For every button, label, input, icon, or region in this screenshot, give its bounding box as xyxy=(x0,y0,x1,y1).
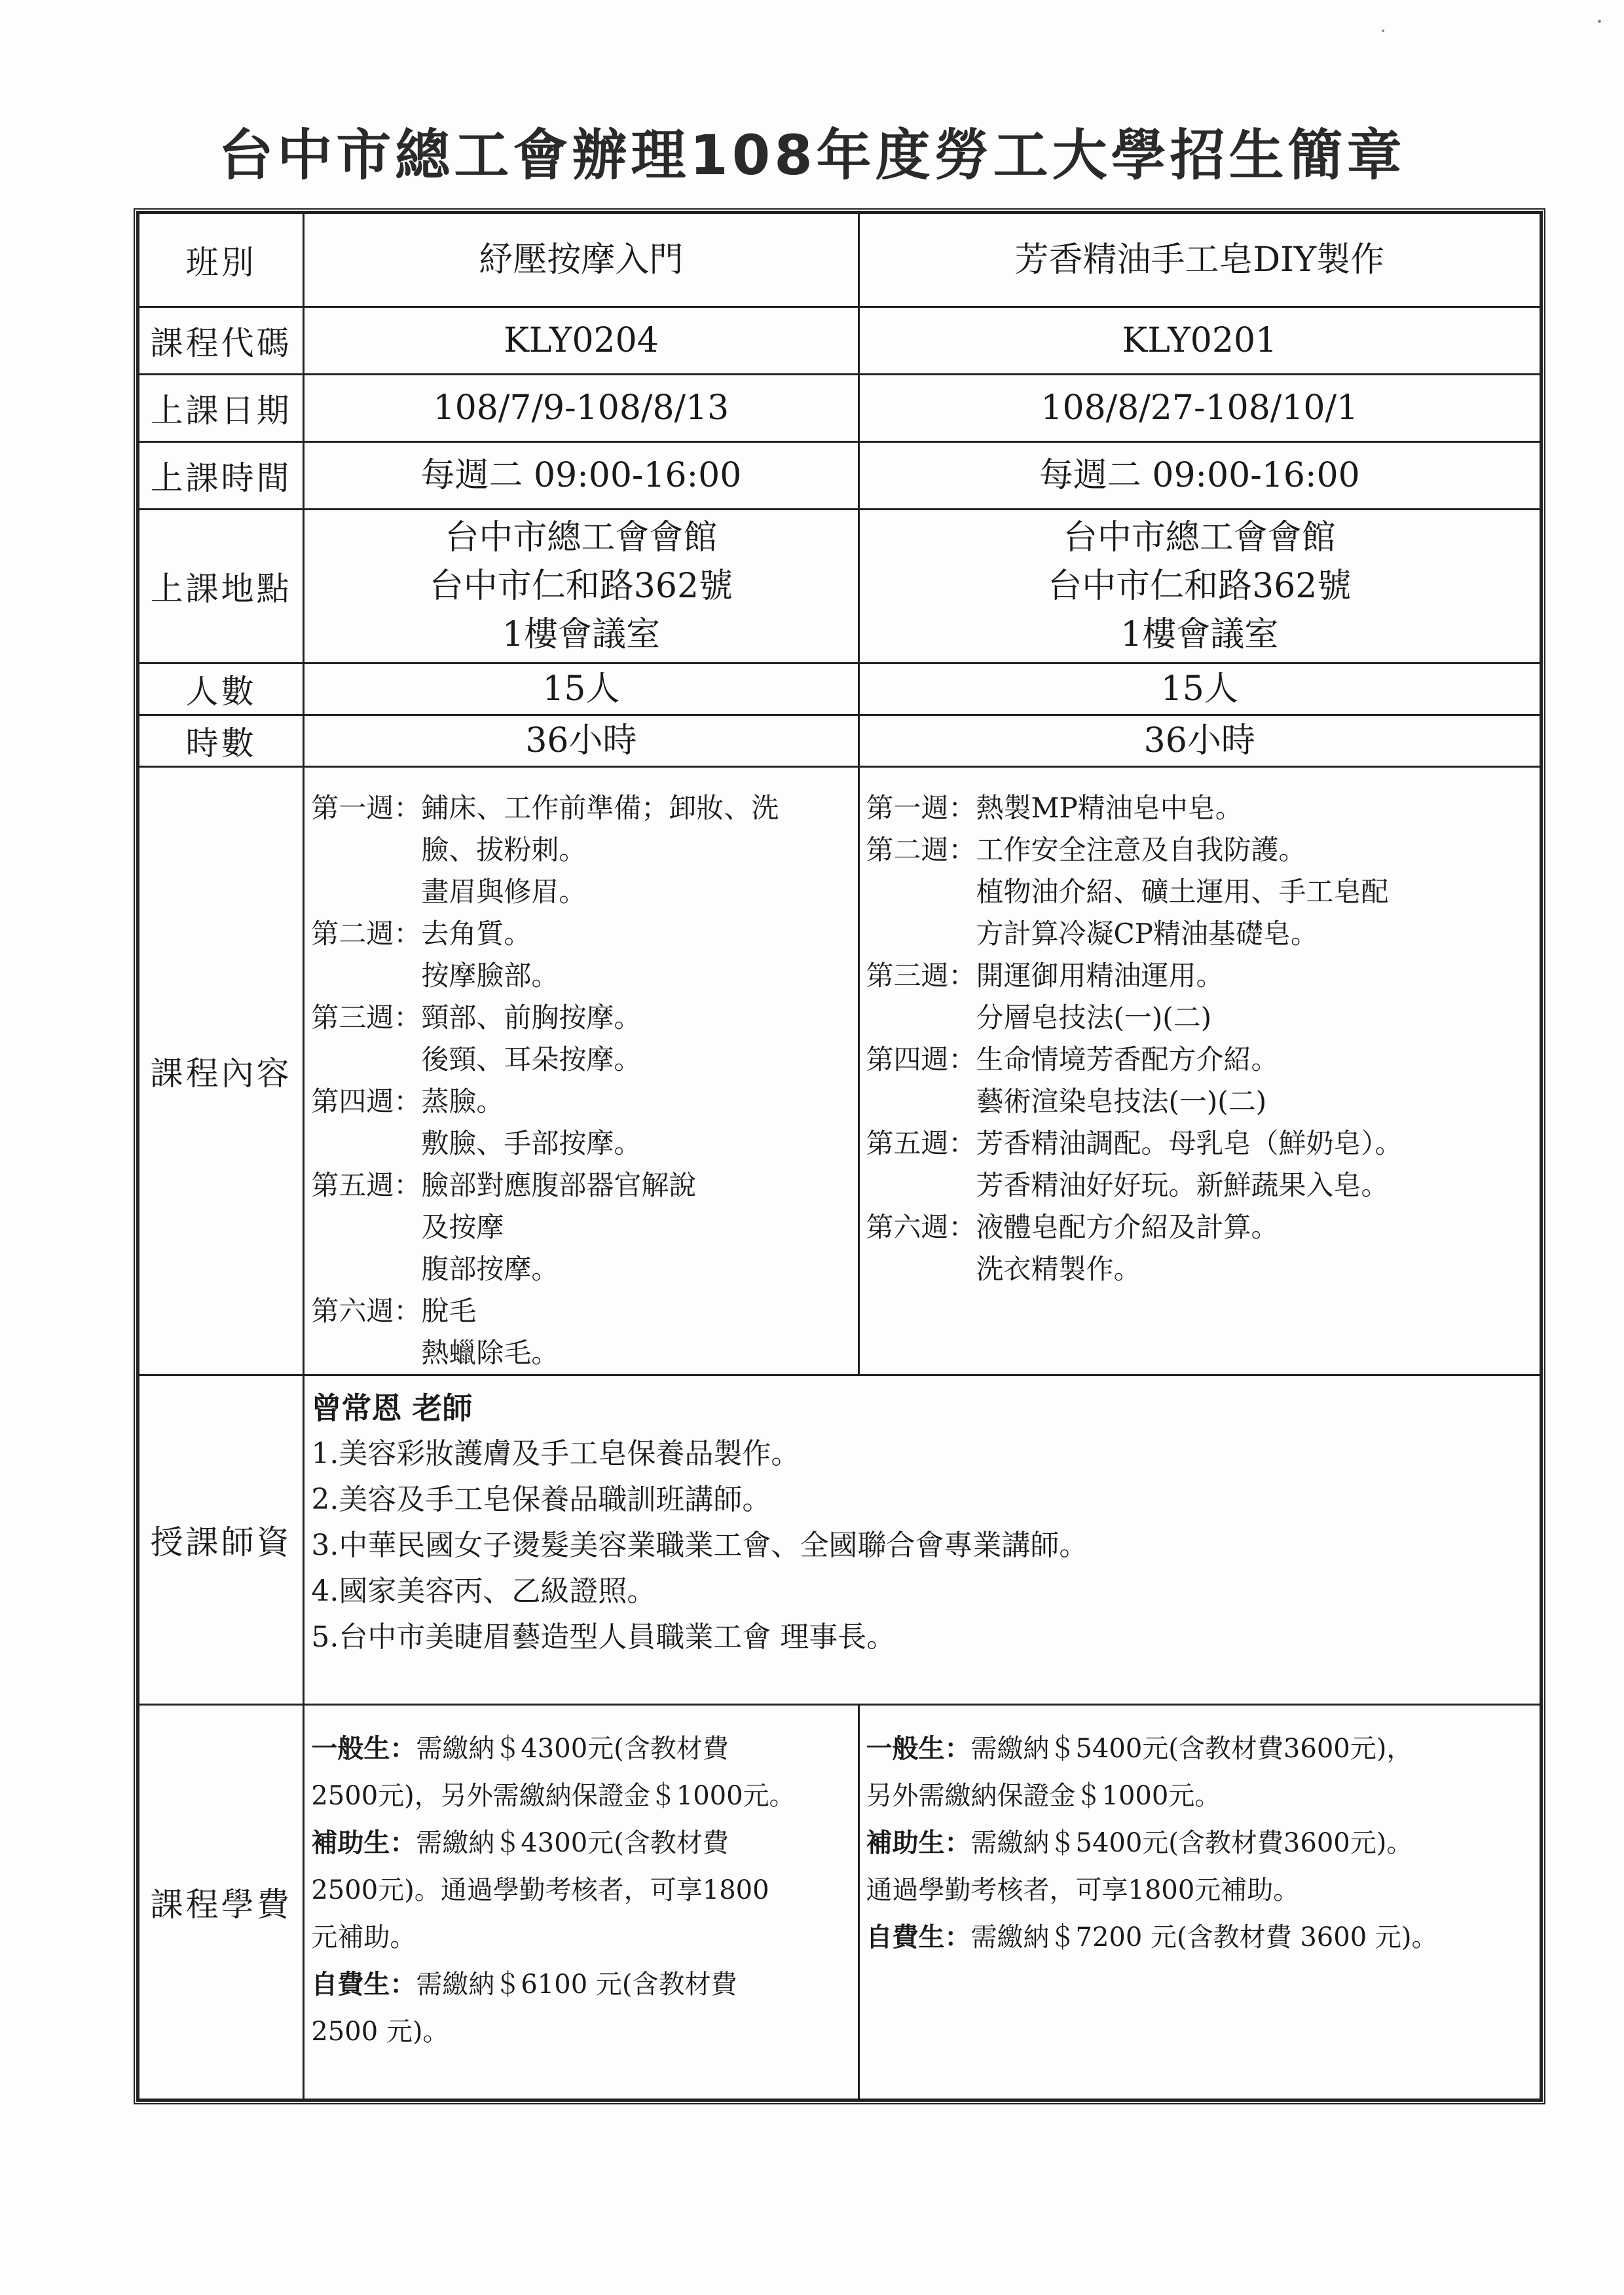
row-people xyxy=(139,663,1541,715)
course-2-hours: 36小時 xyxy=(858,715,1540,767)
place-line: 1樓會議室 xyxy=(1120,615,1279,654)
week-heading: 第四週： xyxy=(311,1085,422,1117)
row-time xyxy=(139,442,1541,510)
fee-text: 需繳納＄5400元(含教材費3600元)。 xyxy=(970,1828,1413,1858)
course-1-content xyxy=(304,767,858,1375)
week-item xyxy=(311,997,852,1081)
week-topic: 按摩臉部。 xyxy=(421,960,559,992)
week-topic: 腹部按摩。 xyxy=(421,1253,559,1285)
fee-text: 需繳納＄5400元(含教材費3600元)， xyxy=(970,1734,1413,1764)
week-topic: 敷臉、手部按摩。 xyxy=(421,1127,642,1159)
place-line: 台中市仁和路362號 xyxy=(1048,567,1352,606)
week-topic: 蒸臉。 xyxy=(421,1085,504,1117)
fee-text: 2500 元)。 xyxy=(311,2017,449,2047)
teacher-info xyxy=(304,1375,1541,1705)
week-item xyxy=(311,787,852,913)
week-heading: 第二週： xyxy=(311,918,422,950)
week-heading: 第六週： xyxy=(311,1295,422,1327)
teacher-name: 曾常恩 老師 xyxy=(311,1390,473,1426)
teacher-item: 5.台中市美睫眉藝造型人員職業工會 理事長。 xyxy=(311,1620,896,1654)
teacher-item: 2.美容及手工皂保養品職訓班講師。 xyxy=(311,1483,771,1516)
fee-category: 自費生： xyxy=(866,1922,971,1952)
week-topic: 工作安全注意及自我防護。 xyxy=(976,834,1306,866)
week-item xyxy=(866,1206,1534,1290)
week-topic: 頸部、前胸按摩。 xyxy=(421,1001,642,1034)
course-1-time: 每週二 09:00-16:00 xyxy=(304,442,858,510)
fee-category: 自費生： xyxy=(311,1969,416,2000)
week-heading: 第六週： xyxy=(866,1211,976,1243)
scan-speck xyxy=(1598,20,1601,23)
week-topic: 開運御用精油運用。 xyxy=(976,960,1224,992)
document-title: 台中市總工會辦理108年度勞工大學招生簡章 xyxy=(218,123,1406,187)
week-topic: 臉部對應腹部器官解說 xyxy=(421,1169,697,1201)
label-class: 班別 xyxy=(139,214,304,307)
fee-text: 2500元)。通過學勤考核者，可享1800 xyxy=(311,1875,769,1905)
week-item xyxy=(866,1123,1534,1206)
label-date: 上課日期 xyxy=(139,375,304,442)
place-line: 台中市總工會會館 xyxy=(445,518,718,557)
label-time: 上課時間 xyxy=(139,442,304,510)
label-fee: 課程學費 xyxy=(139,1705,304,2100)
fee-text: 通過學勤考核者，可享1800元補助。 xyxy=(866,1875,1300,1905)
course-2-people: 15人 xyxy=(858,663,1540,715)
week-item xyxy=(866,955,1534,1039)
week-item xyxy=(866,829,1534,955)
fee-text: 2500元)，另外需繳納保證金＄1000元。 xyxy=(311,1781,796,1811)
course-1-people: 15人 xyxy=(304,663,858,715)
place-line: 台中市總工會會館 xyxy=(1063,518,1336,557)
week-heading: 第五週： xyxy=(311,1169,422,1201)
week-topic: 後頸、耳朵按摩。 xyxy=(421,1043,642,1075)
week-topic: 及按摩 xyxy=(421,1211,504,1243)
fee-text: 需繳納＄7200 元(含教材費 3600 元)。 xyxy=(970,1922,1438,1952)
fee-line xyxy=(311,1819,852,1867)
scan-speck xyxy=(1382,29,1384,32)
week-topic: 畫眉與修眉。 xyxy=(421,876,587,908)
label-content: 課程內容 xyxy=(139,767,304,1375)
week-item xyxy=(866,1039,1534,1123)
week-topic: 熱蠟除毛。 xyxy=(421,1337,559,1369)
fee-text: 另外需繳納保證金＄1000元。 xyxy=(866,1781,1221,1811)
course-1-fee xyxy=(304,1705,858,2100)
week-heading: 第二週： xyxy=(866,834,976,866)
week-topic: 方計算冷凝CP精油基礎皂。 xyxy=(976,918,1318,950)
label-code: 課程代碼 xyxy=(139,307,304,375)
row-teacher xyxy=(139,1375,1541,1705)
course-2-code: KLY0201 xyxy=(858,307,1540,375)
place-line: 台中市仁和路362號 xyxy=(429,567,733,606)
label-place: 上課地點 xyxy=(139,510,304,663)
label-people: 人數 xyxy=(139,663,304,715)
course-2-class: 芳香精油手工皂DIY製作 xyxy=(858,214,1540,307)
course-2-fee xyxy=(858,1705,1540,2100)
course-1-code: KLY0204 xyxy=(304,307,858,375)
fee-line xyxy=(311,1914,852,1961)
fee-text: 需繳納＄4300元(含教材費 xyxy=(416,1734,729,1764)
place-line: 1樓會議室 xyxy=(502,615,660,654)
course-2-content xyxy=(858,767,1540,1375)
week-topic: 液體皂配方介紹及計算。 xyxy=(976,1211,1279,1243)
row-hours xyxy=(139,715,1541,767)
course-1-place xyxy=(304,510,858,663)
course-1-hours: 36小時 xyxy=(304,715,858,767)
week-heading: 第一週： xyxy=(866,792,976,824)
week-topic: 分層皂技法(一)(二) xyxy=(976,1001,1212,1034)
week-topic: 芳香精油調配。母乳皂（鮮奶皂）。 xyxy=(976,1127,1403,1159)
week-topic: 去角質。 xyxy=(421,918,532,950)
course-2-time: 每週二 09:00-16:00 xyxy=(858,442,1540,510)
week-topic: 洗衣精製作。 xyxy=(976,1253,1141,1285)
teacher-item: 4.國家美容丙、乙級證照。 xyxy=(311,1575,656,1608)
fee-line xyxy=(866,1914,1534,1961)
row-class xyxy=(139,214,1541,307)
week-topic: 熱製MP精油皂中皂。 xyxy=(976,792,1243,824)
course-2-date: 108/8/27-108/10/1 xyxy=(858,375,1540,442)
fee-line xyxy=(866,1867,1534,1914)
fee-line xyxy=(311,1961,852,2008)
week-item xyxy=(311,913,852,997)
fee-category: 一般生： xyxy=(866,1733,971,1764)
week-topic: 臉、拔粉刺。 xyxy=(421,834,587,866)
fee-text: 元補助。 xyxy=(311,1922,416,1952)
fee-category: 一般生： xyxy=(311,1733,416,1764)
row-content xyxy=(139,767,1541,1375)
row-fee xyxy=(139,1705,1541,2100)
week-heading: 第四週： xyxy=(866,1043,976,1075)
course-1-class: 紓壓按摩入門 xyxy=(304,214,858,307)
label-teacher: 授課師資 xyxy=(139,1375,304,1705)
week-topic: 脫毛 xyxy=(421,1295,477,1327)
course-1-date: 108/7/9-108/8/13 xyxy=(304,375,858,442)
fee-line xyxy=(866,1772,1534,1819)
row-date xyxy=(139,375,1541,442)
fee-text: 需繳納＄6100 元(含教材費 xyxy=(416,1969,737,2000)
week-topic: 藝術渲染皂技法(一)(二) xyxy=(976,1085,1267,1117)
teacher-item: 3.中華民國女子燙髮美容業職業工會、全國聯合會專業講師。 xyxy=(311,1529,1088,1562)
fee-category: 補助生： xyxy=(866,1827,971,1858)
fee-line xyxy=(866,1819,1534,1867)
course-2-place xyxy=(858,510,1540,663)
week-heading: 第三週： xyxy=(866,960,976,992)
enrollment-table xyxy=(134,208,1545,2104)
week-heading: 第一週： xyxy=(311,792,422,824)
week-topic: 芳香精油好好玩。新鮮蔬果入皂。 xyxy=(976,1169,1389,1201)
week-item xyxy=(866,787,1534,829)
week-item xyxy=(311,1290,852,1374)
row-place xyxy=(139,510,1541,663)
fee-category: 補助生： xyxy=(311,1827,416,1858)
week-heading: 第三週： xyxy=(311,1001,422,1034)
fee-text: 需繳納＄4300元(含教材費 xyxy=(416,1828,729,1858)
fee-line xyxy=(311,1867,852,1914)
fee-line xyxy=(311,1772,852,1819)
week-item xyxy=(311,1165,852,1290)
row-code xyxy=(139,307,1541,375)
fee-line xyxy=(311,1725,852,1772)
week-item xyxy=(311,1081,852,1165)
fee-line xyxy=(311,2008,852,2055)
fee-line xyxy=(866,1725,1534,1772)
teacher-item: 1.美容彩妝護膚及手工皂保養品製作。 xyxy=(311,1437,800,1470)
label-hours: 時數 xyxy=(139,715,304,767)
week-heading: 第五週： xyxy=(866,1127,976,1159)
week-topic: 鋪床、工作前準備；卸妝、洗 xyxy=(421,792,779,824)
week-topic: 生命情境芳香配方介紹。 xyxy=(976,1043,1279,1075)
week-topic: 植物油介紹、礦土運用、手工皂配 xyxy=(976,876,1389,908)
